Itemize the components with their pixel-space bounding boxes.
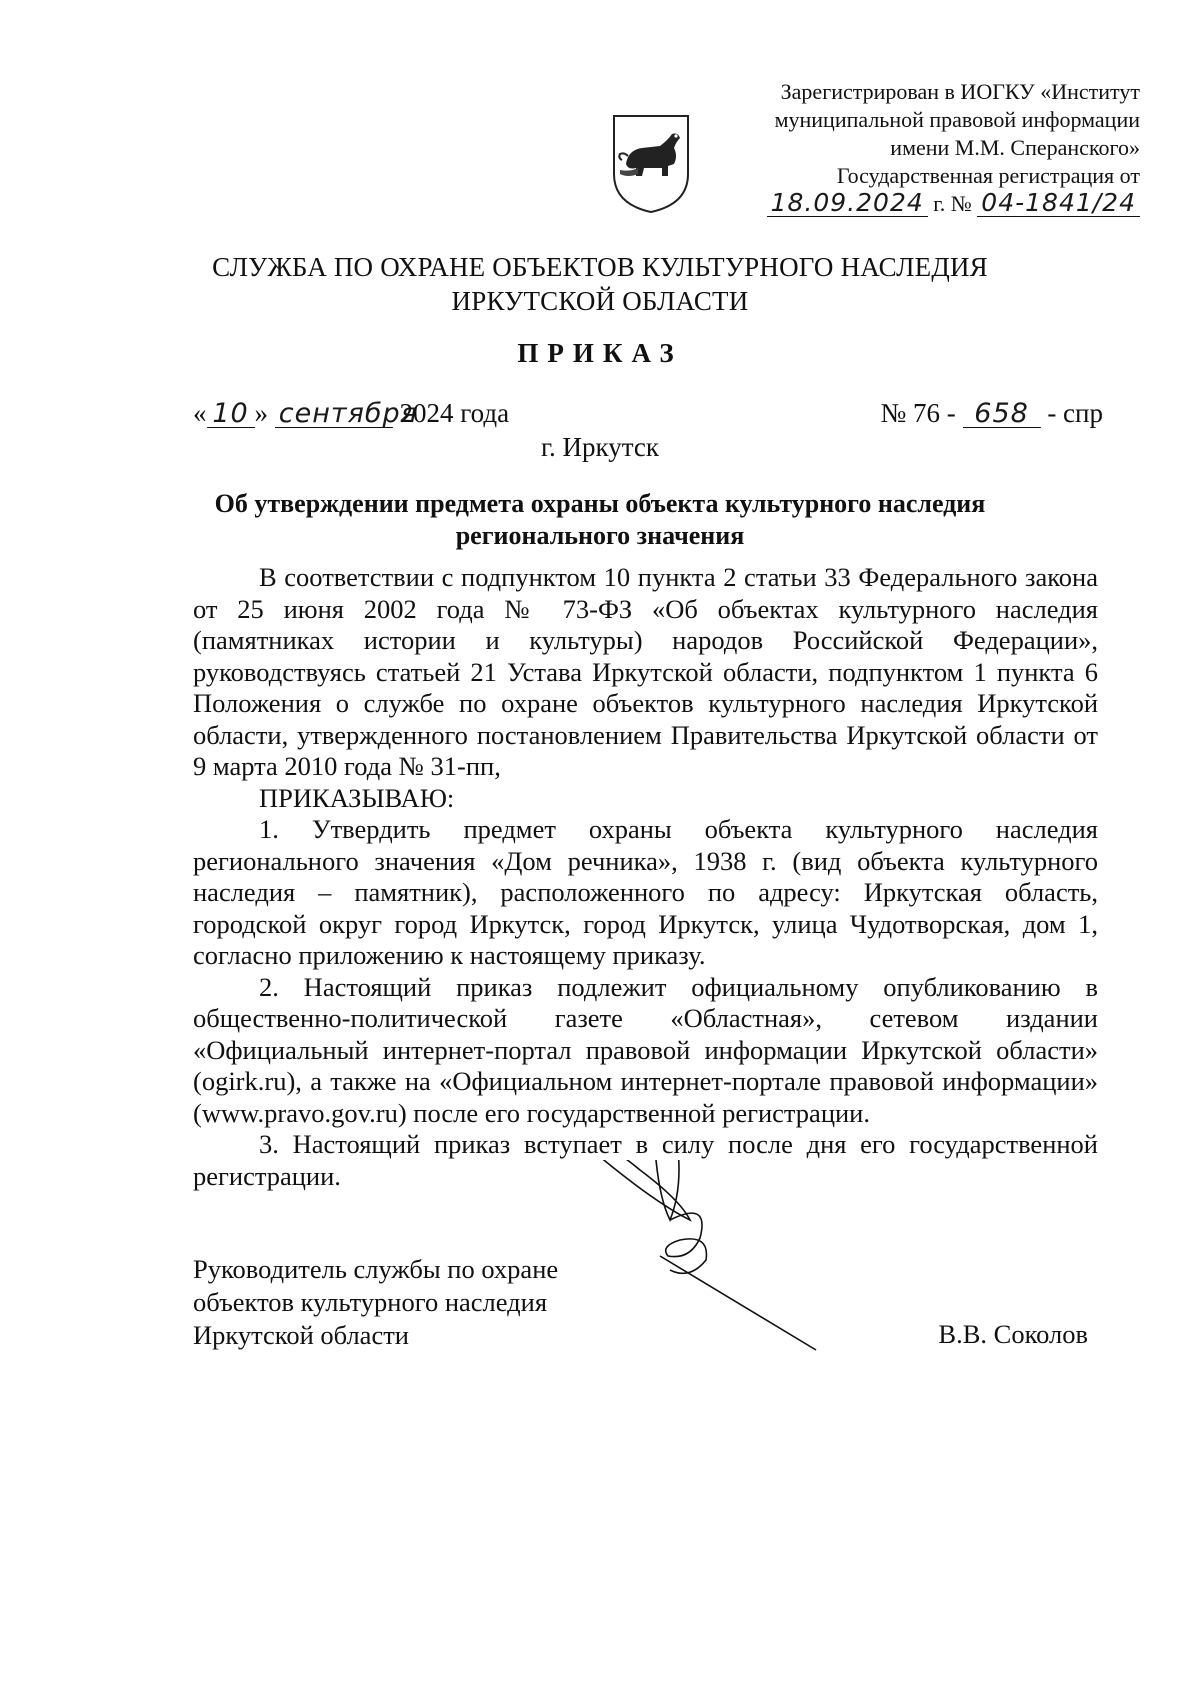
- subject-line-2: регионального значения: [455, 521, 745, 550]
- registration-stamp: [700, 78, 1140, 218]
- document-type-title: ПРИКАЗ: [517, 338, 683, 368]
- order-body: [193, 562, 1098, 1192]
- order-item-3: 3. Настоящий приказ вступает в силу после дня его государственной регистрации.: [193, 1129, 1098, 1191]
- order-number-value: 658: [963, 401, 1041, 428]
- agency-name: [0, 250, 1200, 318]
- order-item-1: 1. Утвердить предмет охраны объекта культурного наследия регионального значения «Дом речника», 1938 г. (вид объекта культурного наследия – памятник), расположенного по адресу: Иркутская область, городской округ город Иркутск, город Иркутск, улица Чудотворская, дом 1, согласно приложению к настоящему приказу.: [193, 814, 1098, 970]
- subject-line-1: Об утверждении предмета охраны объекта культурного наследия: [214, 489, 986, 518]
- registration-line-2: муниципальной правовой информации: [774, 107, 1140, 132]
- city: г. Иркутск: [541, 432, 659, 462]
- order-word: ПРИКАЗЫВАЮ:: [259, 782, 455, 813]
- order-number-prefix: № 76 -: [880, 398, 956, 428]
- preamble-paragraph: В соответствии с подпунктом 10 пункта 2 статьи 33 Федерального закона от 25 июня 2002 года № 73-ФЗ «Об объектах культурного наследия (памятниках истории и культуры) народов Российской Федерации», руководствуясь статьей 21 Устава Иркутской области, подпунктом 1 пункта 6 Положения о службе по охране объектов культурного наследия Иркутской области, утвержденного постановлением Правительства Иркутской области от 9 марта 2010 года № 31-пп,: [193, 562, 1098, 781]
- order-item-2: 2. Настоящий приказ подлежит официальному опубликованию в общественно-политической газете «Областная», сетевом издании «Официальный интернет-портал правовой информации Иркутской области» (ogirk.ru), а также на «Официальном интернет-портале правовой информации» (www.pravo.gov.ru) после его государственной регистрации.: [193, 971, 1098, 1128]
- signatory-title-line-3: Иркутской области: [193, 1320, 409, 1350]
- date-open-quote: «: [193, 398, 207, 428]
- registration-line-4: Государственная регистрация от: [836, 163, 1140, 188]
- registration-number: 04-1841/24: [977, 190, 1140, 217]
- date-year: 2024 года: [399, 398, 510, 428]
- registration-date-number: [700, 190, 1140, 218]
- registration-line-3: имени М.М. Сперанского»: [890, 135, 1140, 160]
- order-subject: [150, 488, 1050, 552]
- order-number-suffix: - спр: [1047, 398, 1103, 428]
- registration-date: 18.09.2024: [767, 190, 928, 217]
- signatory-name: В.В. Соколов: [938, 1319, 1088, 1349]
- signatory-title-line-2: объектов культурного наследия: [193, 1287, 548, 1317]
- signatory-title: [193, 1253, 558, 1352]
- agency-name-line-2: ИРКУТСКОЙ ОБЛАСТИ: [451, 286, 749, 316]
- registration-line-1: Зарегистрирован в ИОГКУ «Институт: [780, 79, 1140, 104]
- date-close-quote: »: [254, 398, 268, 428]
- agency-name-line-1: СЛУЖБА ПО ОХРАНЕ ОБЪЕКТОВ КУЛЬТУРНОГО НАСЛЕДИЯ: [212, 252, 988, 282]
- irkutsk-coat-of-arms-icon: [608, 112, 694, 216]
- registration-number-prefix: г. №: [933, 191, 972, 216]
- date-month: сентября: [275, 401, 393, 428]
- order-date: [193, 398, 509, 429]
- signatory-title-line-1: Руководитель службы по охране: [193, 1254, 559, 1284]
- date-day: 10: [207, 401, 255, 428]
- handwritten-signature: [520, 1160, 900, 1480]
- order-number: [881, 398, 1103, 429]
